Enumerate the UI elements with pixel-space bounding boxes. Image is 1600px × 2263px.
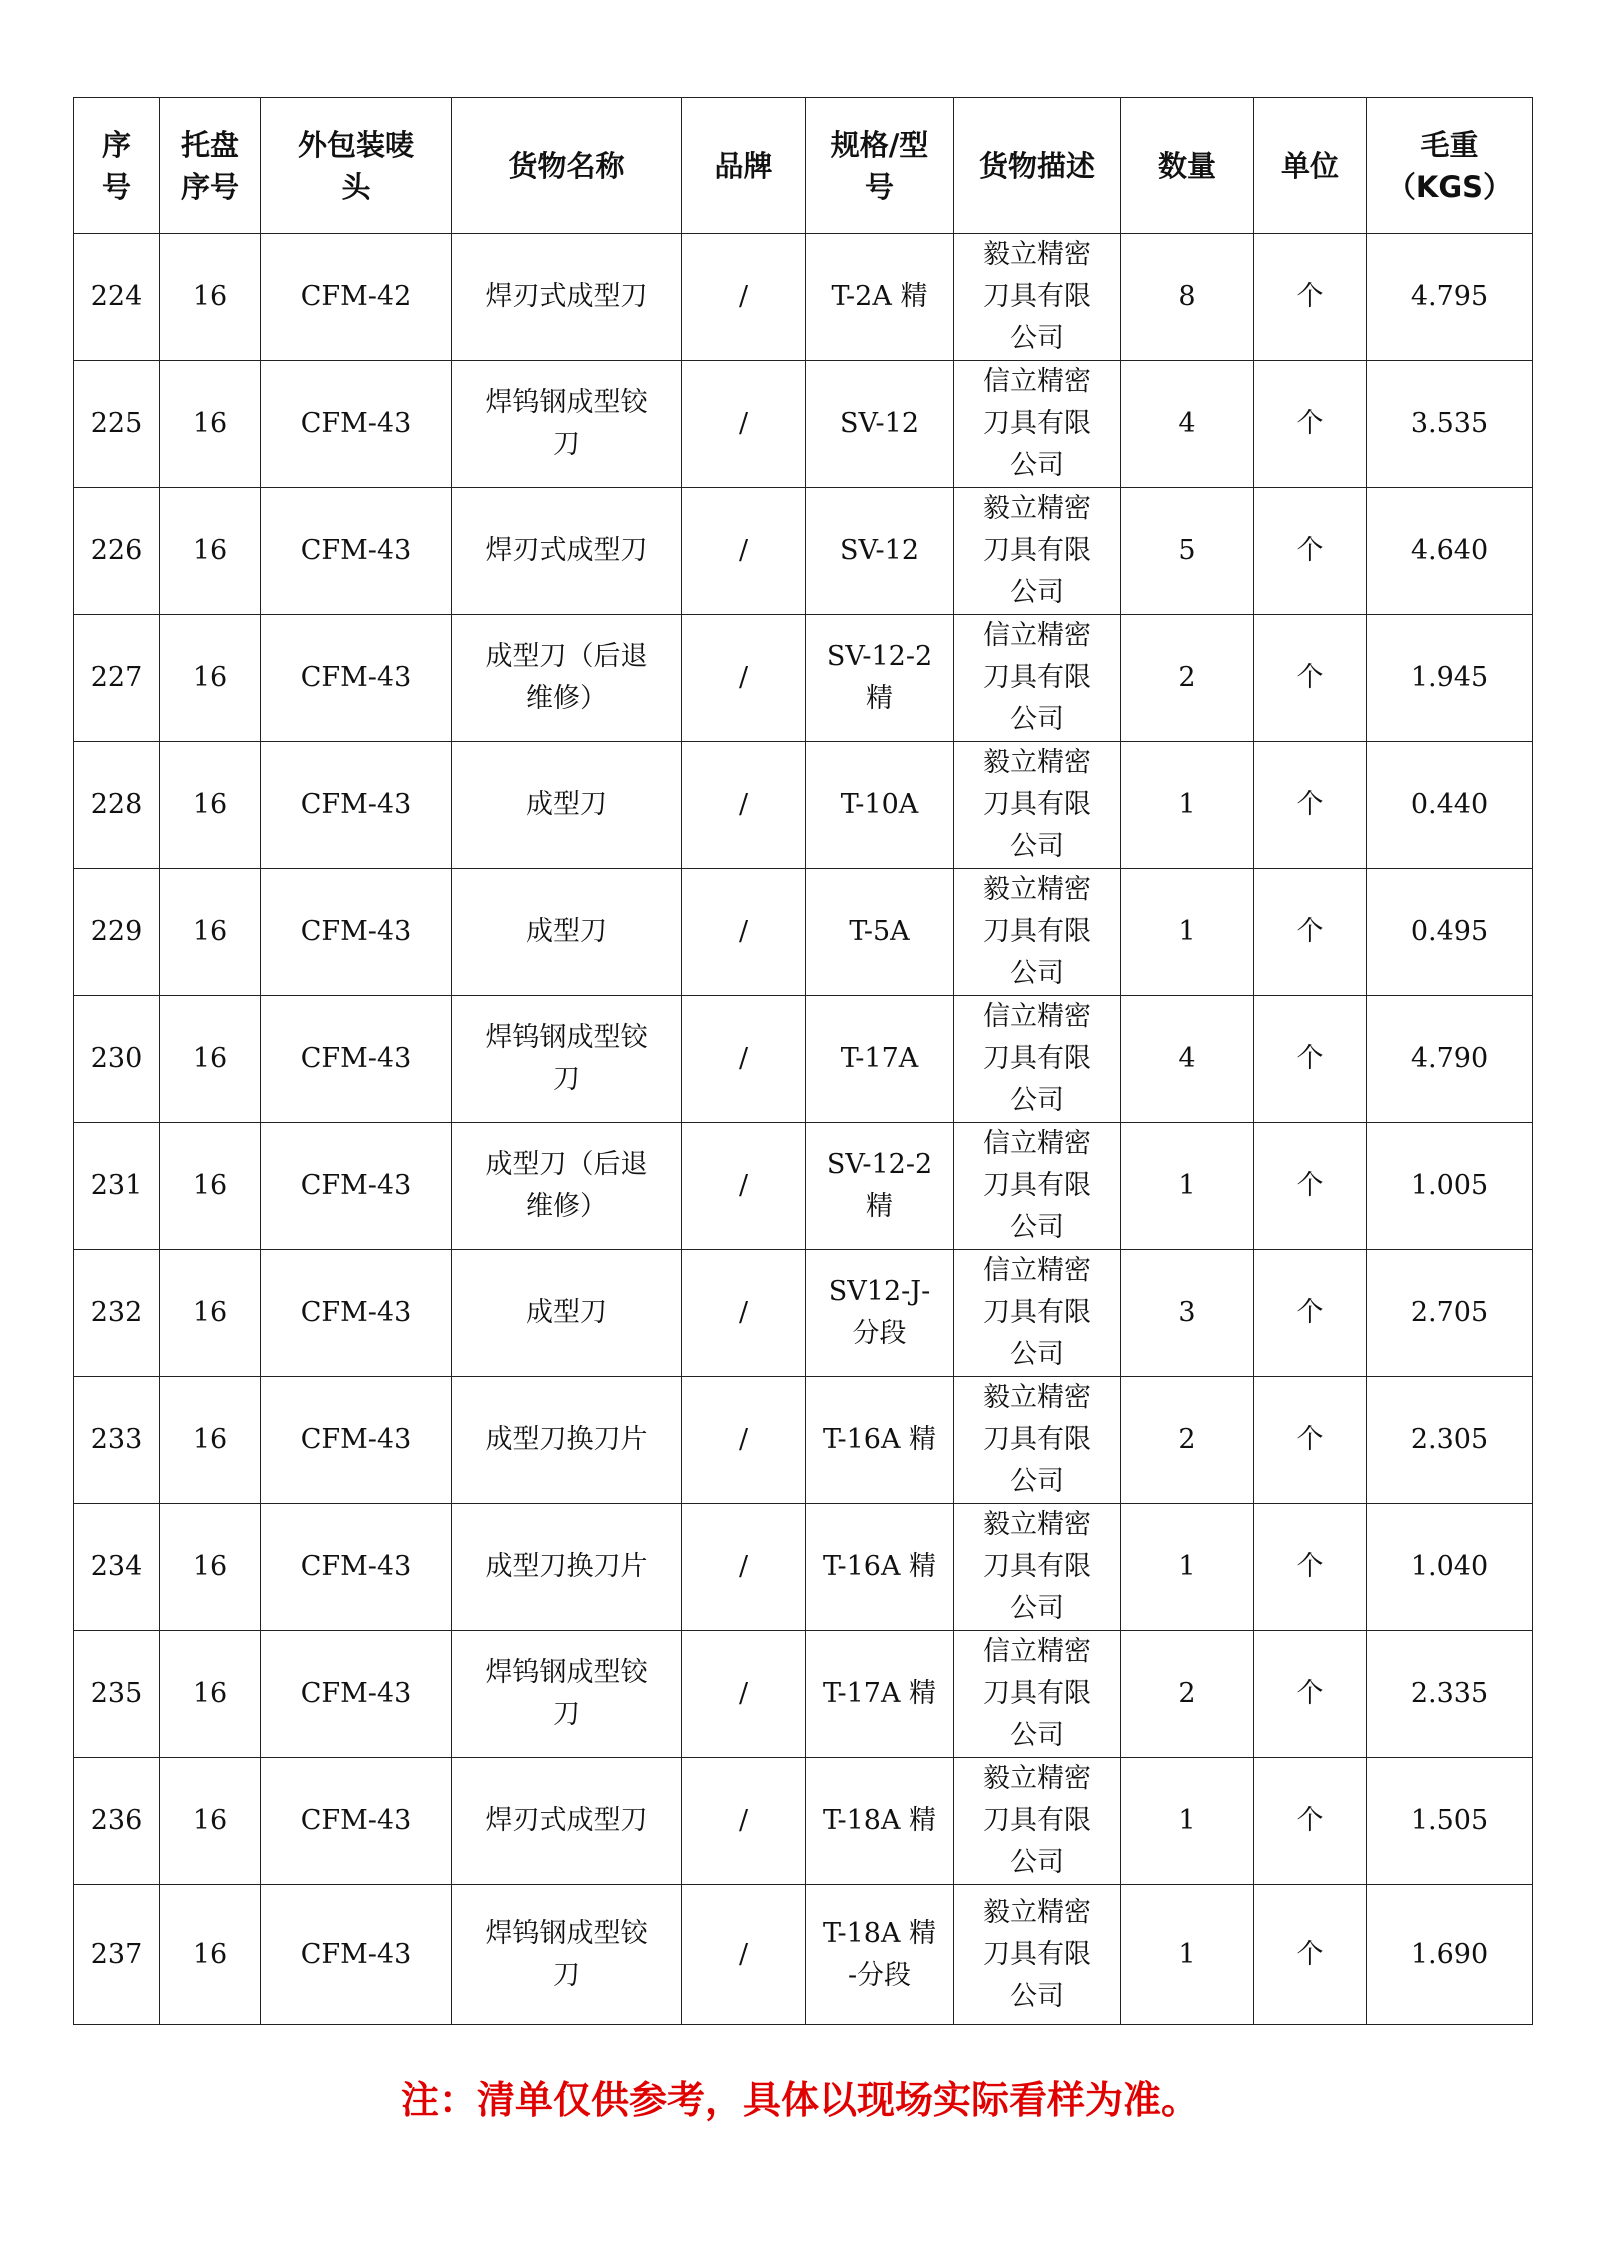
cell-shipping-mark: CFM-43 <box>261 996 452 1123</box>
table-row <box>74 615 1533 742</box>
cell-shipping-mark: CFM-43 <box>261 361 452 488</box>
header-row <box>74 98 1533 234</box>
cell-description: 毅立精密 刀具有限 公司 <box>954 1885 1121 2025</box>
cell-spec-model: T-10A <box>806 742 954 869</box>
cell-goods-name: 焊刃式成型刀 <box>452 1758 682 1885</box>
cell-index: 228 <box>74 742 160 869</box>
table-row <box>74 234 1533 361</box>
cell-spec-model: SV-12-2 精 <box>806 1123 954 1250</box>
cell-gross-weight: 2.705 <box>1367 1250 1533 1377</box>
cell-description: 毅立精密 刀具有限 公司 <box>954 1377 1121 1504</box>
cell-index: 232 <box>74 1250 160 1377</box>
cell-pallet-no: 16 <box>160 615 261 742</box>
cell-goods-name: 成型刀（后退 维修） <box>452 615 682 742</box>
cell-quantity: 4 <box>1121 996 1254 1123</box>
table-row <box>74 1885 1533 2025</box>
header-shipping-mark: 外包装唛 头 <box>261 98 452 234</box>
cell-goods-name: 焊钨钢成型铰 刀 <box>452 996 682 1123</box>
cell-quantity: 3 <box>1121 1250 1254 1377</box>
cell-quantity: 2 <box>1121 1631 1254 1758</box>
cell-brand: / <box>682 1758 806 1885</box>
cell-shipping-mark: CFM-43 <box>261 1758 452 1885</box>
table-row <box>74 869 1533 996</box>
cell-unit: 个 <box>1254 1885 1367 2025</box>
cell-gross-weight: 1.505 <box>1367 1758 1533 1885</box>
cell-pallet-no: 16 <box>160 742 261 869</box>
cell-unit: 个 <box>1254 869 1367 996</box>
cell-spec-model: T-5A <box>806 869 954 996</box>
cell-gross-weight: 0.495 <box>1367 869 1533 996</box>
cell-brand: / <box>682 869 806 996</box>
cell-unit: 个 <box>1254 234 1367 361</box>
cell-brand: / <box>682 234 806 361</box>
cell-unit: 个 <box>1254 1504 1367 1631</box>
header-unit: 单位 <box>1254 98 1367 234</box>
cell-shipping-mark: CFM-43 <box>261 1377 452 1504</box>
cell-gross-weight: 2.305 <box>1367 1377 1533 1504</box>
cell-shipping-mark: CFM-43 <box>261 742 452 869</box>
cell-index: 226 <box>74 488 160 615</box>
cell-spec-model: SV-12 <box>806 361 954 488</box>
cell-spec-model: T-18A 精 -分段 <box>806 1885 954 2025</box>
cell-goods-name: 成型刀 <box>452 869 682 996</box>
cell-description: 信立精密 刀具有限 公司 <box>954 615 1121 742</box>
cell-spec-model: T-2A 精 <box>806 234 954 361</box>
cell-goods-name: 焊钨钢成型铰 刀 <box>452 1631 682 1758</box>
cell-quantity: 1 <box>1121 1885 1254 2025</box>
cell-description: 毅立精密 刀具有限 公司 <box>954 1758 1121 1885</box>
table-row <box>74 1250 1533 1377</box>
table-row <box>74 996 1533 1123</box>
cell-brand: / <box>682 1631 806 1758</box>
cell-pallet-no: 16 <box>160 1504 261 1631</box>
cell-pallet-no: 16 <box>160 234 261 361</box>
cell-index: 230 <box>74 996 160 1123</box>
cell-spec-model: T-18A 精 <box>806 1758 954 1885</box>
cell-gross-weight: 4.795 <box>1367 234 1533 361</box>
header-spec-model: 规格/型 号 <box>806 98 954 234</box>
cell-brand: / <box>682 1250 806 1377</box>
cell-quantity: 1 <box>1121 869 1254 996</box>
cell-index: 235 <box>74 1631 160 1758</box>
cell-index: 237 <box>74 1885 160 2025</box>
cell-gross-weight: 1.945 <box>1367 615 1533 742</box>
cell-goods-name: 成型刀换刀片 <box>452 1377 682 1504</box>
cell-index: 227 <box>74 615 160 742</box>
header-gross-weight: 毛重 （KGS） <box>1367 98 1533 234</box>
goods-table <box>73 97 1533 2025</box>
reference-note: 注：清单仅供参考，具体以现场实际看样为准。 <box>400 2078 1199 2122</box>
cell-quantity: 2 <box>1121 615 1254 742</box>
cell-description: 毅立精密 刀具有限 公司 <box>954 234 1121 361</box>
cell-gross-weight: 3.535 <box>1367 361 1533 488</box>
cell-quantity: 1 <box>1121 1123 1254 1250</box>
cell-spec-model: T-17A 精 <box>806 1631 954 1758</box>
cell-spec-model: T-17A <box>806 996 954 1123</box>
cell-shipping-mark: CFM-43 <box>261 1885 452 2025</box>
cell-brand: / <box>682 1504 806 1631</box>
cell-description: 信立精密 刀具有限 公司 <box>954 1123 1121 1250</box>
cell-pallet-no: 16 <box>160 361 261 488</box>
cell-shipping-mark: CFM-43 <box>261 1123 452 1250</box>
cell-shipping-mark: CFM-43 <box>261 1631 452 1758</box>
cell-index: 231 <box>74 1123 160 1250</box>
cell-description: 毅立精密 刀具有限 公司 <box>954 488 1121 615</box>
cell-description: 信立精密 刀具有限 公司 <box>954 996 1121 1123</box>
cell-unit: 个 <box>1254 1758 1367 1885</box>
cell-shipping-mark: CFM-43 <box>261 869 452 996</box>
cell-goods-name: 成型刀（后退 维修） <box>452 1123 682 1250</box>
cell-goods-name: 焊刃式成型刀 <box>452 488 682 615</box>
cell-quantity: 5 <box>1121 488 1254 615</box>
table-row <box>74 1377 1533 1504</box>
cell-goods-name: 成型刀 <box>452 1250 682 1377</box>
header-description: 货物描述 <box>954 98 1121 234</box>
cell-unit: 个 <box>1254 742 1367 869</box>
cell-index: 229 <box>74 869 160 996</box>
cell-gross-weight: 1.005 <box>1367 1123 1533 1250</box>
cell-brand: / <box>682 1885 806 2025</box>
cell-unit: 个 <box>1254 1123 1367 1250</box>
cell-index: 225 <box>74 361 160 488</box>
cell-unit: 个 <box>1254 1377 1367 1504</box>
header-pallet-no: 托盘 序号 <box>160 98 261 234</box>
cell-gross-weight: 2.335 <box>1367 1631 1533 1758</box>
cell-shipping-mark: CFM-43 <box>261 488 452 615</box>
cell-shipping-mark: CFM-42 <box>261 234 452 361</box>
cell-unit: 个 <box>1254 1631 1367 1758</box>
cell-pallet-no: 16 <box>160 869 261 996</box>
cell-index: 236 <box>74 1758 160 1885</box>
cell-index: 224 <box>74 234 160 361</box>
header-brand: 品牌 <box>682 98 806 234</box>
cell-brand: / <box>682 488 806 615</box>
cell-pallet-no: 16 <box>160 1250 261 1377</box>
cell-description: 毅立精密 刀具有限 公司 <box>954 1504 1121 1631</box>
header-index: 序 号 <box>74 98 160 234</box>
cell-quantity: 1 <box>1121 742 1254 869</box>
cell-pallet-no: 16 <box>160 1123 261 1250</box>
cell-brand: / <box>682 1377 806 1504</box>
cell-brand: / <box>682 1123 806 1250</box>
table-row <box>74 361 1533 488</box>
cell-gross-weight: 4.790 <box>1367 996 1533 1123</box>
cell-spec-model: SV12-J- 分段 <box>806 1250 954 1377</box>
cell-goods-name: 成型刀 <box>452 742 682 869</box>
cell-pallet-no: 16 <box>160 1377 261 1504</box>
cell-quantity: 1 <box>1121 1758 1254 1885</box>
cell-gross-weight: 1.040 <box>1367 1504 1533 1631</box>
cell-brand: / <box>682 615 806 742</box>
cell-unit: 个 <box>1254 996 1367 1123</box>
cell-quantity: 2 <box>1121 1377 1254 1504</box>
cell-pallet-no: 16 <box>160 488 261 615</box>
cell-unit: 个 <box>1254 615 1367 742</box>
cell-quantity: 1 <box>1121 1504 1254 1631</box>
cell-index: 234 <box>74 1504 160 1631</box>
table-row <box>74 1504 1533 1631</box>
table-row <box>74 488 1533 615</box>
cell-spec-model: SV-12-2 精 <box>806 615 954 742</box>
cell-description: 信立精密 刀具有限 公司 <box>954 1250 1121 1377</box>
cell-shipping-mark: CFM-43 <box>261 1250 452 1377</box>
cell-gross-weight: 0.440 <box>1367 742 1533 869</box>
cell-spec-model: SV-12 <box>806 488 954 615</box>
cell-description: 信立精密 刀具有限 公司 <box>954 1631 1121 1758</box>
cell-description: 信立精密 刀具有限 公司 <box>954 361 1121 488</box>
header-goods-name: 货物名称 <box>452 98 682 234</box>
cell-pallet-no: 16 <box>160 996 261 1123</box>
cell-index: 233 <box>74 1377 160 1504</box>
cell-unit: 个 <box>1254 361 1367 488</box>
table-row <box>74 742 1533 869</box>
cell-description: 毅立精密 刀具有限 公司 <box>954 742 1121 869</box>
cell-unit: 个 <box>1254 1250 1367 1377</box>
cell-goods-name: 焊刃式成型刀 <box>452 234 682 361</box>
table-row <box>74 1631 1533 1758</box>
cell-goods-name: 焊钨钢成型铰 刀 <box>452 1885 682 2025</box>
header-quantity: 数量 <box>1121 98 1254 234</box>
cell-spec-model: T-16A 精 <box>806 1377 954 1504</box>
cell-unit: 个 <box>1254 488 1367 615</box>
cell-quantity: 8 <box>1121 234 1254 361</box>
table-row <box>74 1758 1533 1885</box>
cell-brand: / <box>682 996 806 1123</box>
table-row <box>74 1123 1533 1250</box>
cell-goods-name: 焊钨钢成型铰 刀 <box>452 361 682 488</box>
cell-description: 毅立精密 刀具有限 公司 <box>954 869 1121 996</box>
cell-gross-weight: 1.690 <box>1367 1885 1533 2025</box>
cell-brand: / <box>682 361 806 488</box>
cell-pallet-no: 16 <box>160 1631 261 1758</box>
cell-pallet-no: 16 <box>160 1885 261 2025</box>
cell-brand: / <box>682 742 806 869</box>
cell-goods-name: 成型刀换刀片 <box>452 1504 682 1631</box>
cell-gross-weight: 4.640 <box>1367 488 1533 615</box>
cell-pallet-no: 16 <box>160 1758 261 1885</box>
cell-shipping-mark: CFM-43 <box>261 615 452 742</box>
cell-quantity: 4 <box>1121 361 1254 488</box>
cell-shipping-mark: CFM-43 <box>261 1504 452 1631</box>
cell-spec-model: T-16A 精 <box>806 1504 954 1631</box>
